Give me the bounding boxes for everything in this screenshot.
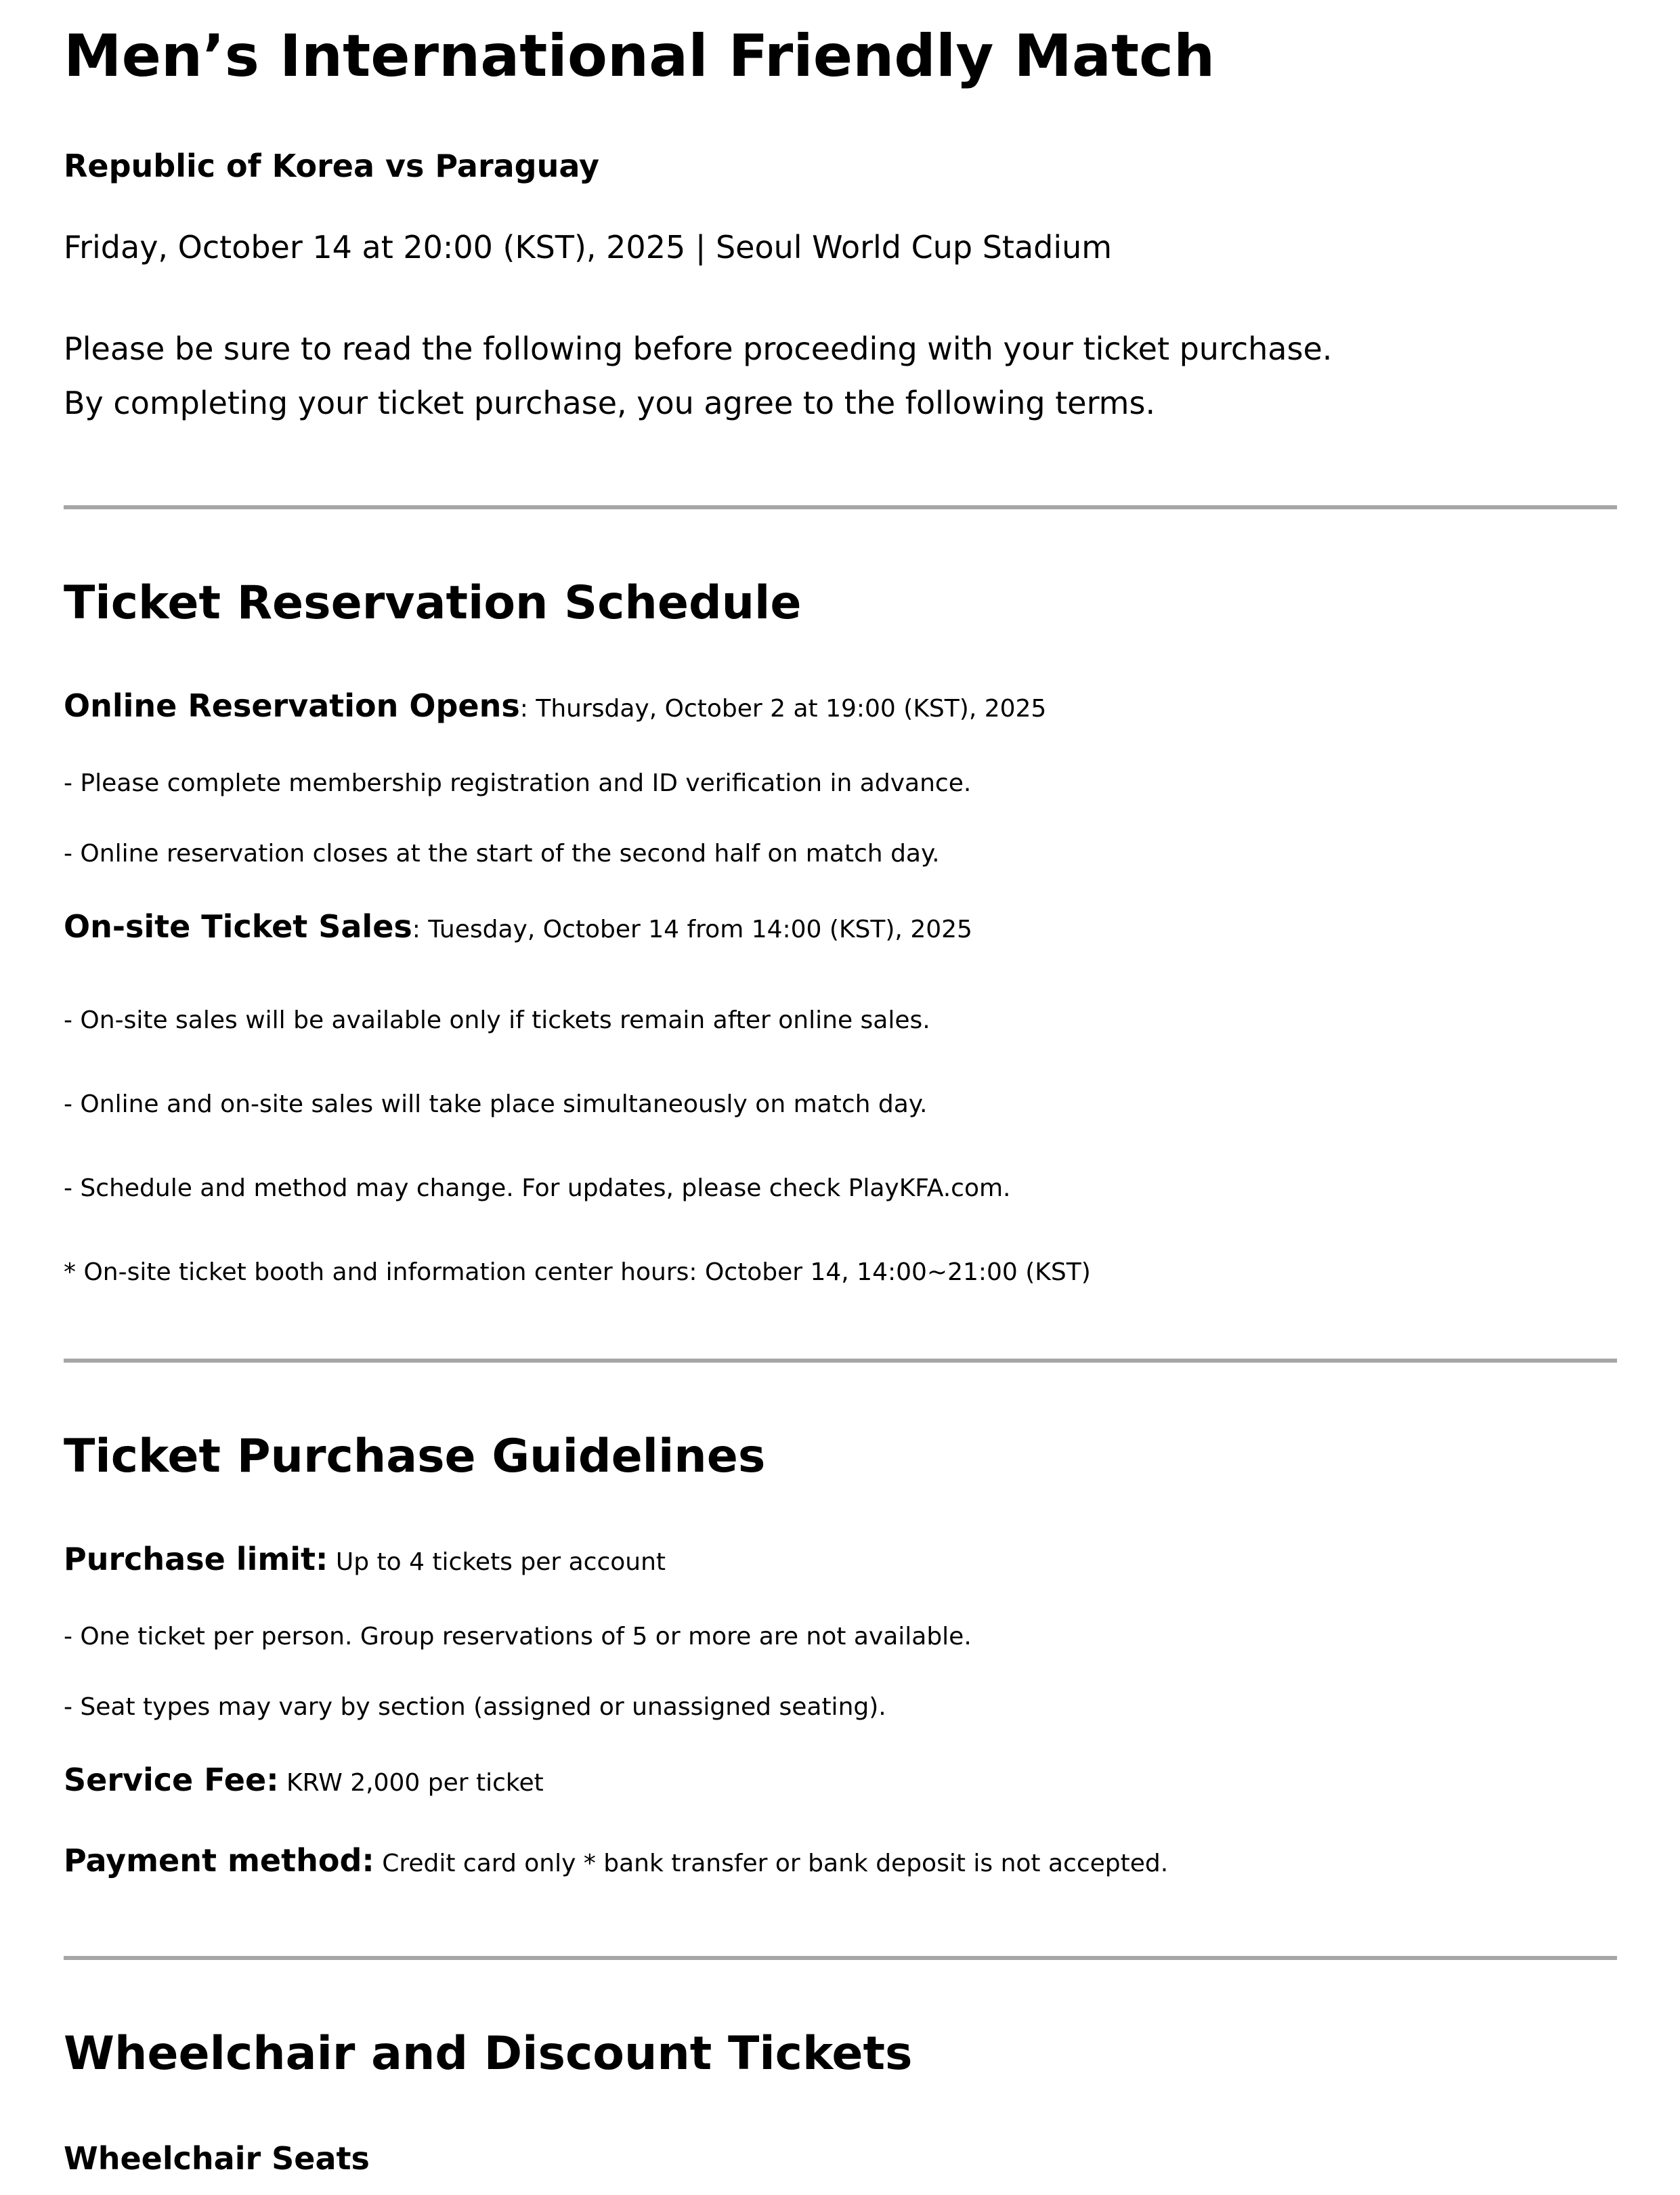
online-bullet-2: - Online reservation closes at the start of the second half on match day. (64, 840, 940, 868)
onsite-bullet-2: - Online and on-site sales will take place simultaneously on match day. (64, 1090, 928, 1118)
onsite-sales-value: : Tuesday, October 14 from 14:00 (KST), 2025 (412, 916, 972, 943)
wheelchair-seats-heading: Wheelchair Seats (64, 2140, 370, 2177)
online-reservation-label: Online Reservation Opens (64, 687, 520, 724)
online-reservation-row (64, 687, 1046, 728)
match-date-venue: Friday, October 14 at 20:00 (KST), 2025 | Seoul World Cup Stadium (64, 229, 1113, 265)
section-title-purchase-guidelines: Ticket Purchase Guidelines (64, 1430, 766, 1483)
purchase-limit-row (64, 1540, 666, 1581)
limit-bullet-2: - Seat types may vary by section (assigned or unassigned seating). (64, 1693, 886, 1721)
page-title: Men’s International Friendly Match (64, 22, 1215, 90)
limit-bullet-1: - One ticket per person. Group reservations of 5 or more are not available. (64, 1623, 972, 1650)
purchase-notice (64, 322, 1332, 430)
onsite-booth-hours-note: * On-site ticket booth and information center hours: October 14, 14:00~21:00 (KST) (64, 1258, 1091, 1286)
onsite-bullet-3: - Schedule and method may change. For updates, please check PlayKFA.com. (64, 1174, 1011, 1202)
section-divider (64, 1359, 1617, 1363)
service-fee-row (64, 1761, 544, 1802)
section-divider (64, 505, 1617, 509)
onsite-sales-row (64, 908, 972, 949)
payment-method-row (64, 1841, 1168, 1883)
purchase-limit-label: Purchase limit: (64, 1541, 328, 1577)
online-reservation-value: : Thursday, October 2 at 19:00 (KST), 2025 (519, 695, 1047, 723)
online-bullet-1: - Please complete membership registration and ID verification in advance. (64, 769, 972, 797)
notice-line-1: Please be sure to read the following before proceeding with your ticket purchase. (64, 331, 1333, 367)
notice-line-2: By completing your ticket purchase, you agree to the following terms. (64, 385, 1156, 421)
section-title-reservation-schedule: Ticket Reservation Schedule (64, 576, 802, 630)
purchase-limit-value: Up to 4 tickets per account (328, 1548, 666, 1576)
payment-method-label: Payment method: (64, 1842, 374, 1879)
payment-method-value: Credit card only * bank transfer or bank deposit is not accepted. (374, 1850, 1169, 1877)
section-divider (64, 1956, 1617, 1960)
service-fee-label: Service Fee: (64, 1762, 279, 1798)
service-fee-value: KRW 2,000 per ticket (278, 1769, 544, 1797)
match-teams: Republic of Korea vs Paraguay (64, 148, 599, 184)
onsite-bullet-1: - On-site sales will be available only if tickets remain after online sales. (64, 1006, 930, 1034)
section-title-wheelchair-discount: Wheelchair and Discount Tickets (64, 2027, 913, 2081)
onsite-sales-label: On-site Ticket Sales (64, 908, 412, 945)
